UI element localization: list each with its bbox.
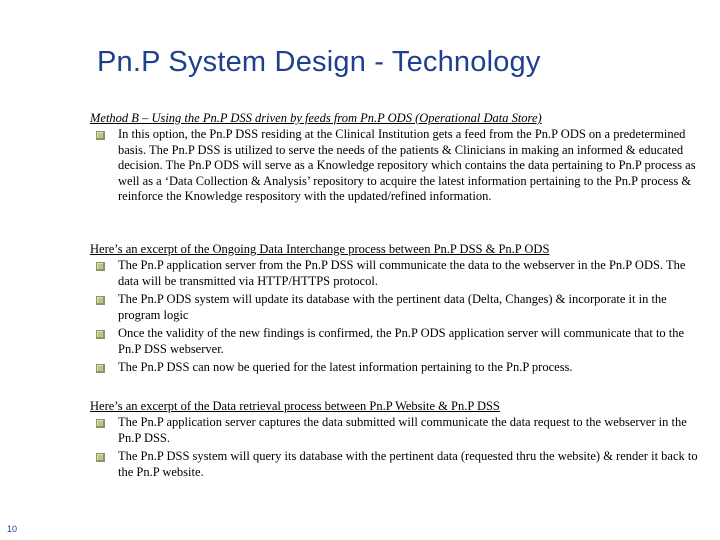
square-bullet-icon bbox=[96, 453, 105, 462]
square-bullet-icon bbox=[96, 131, 105, 140]
bullet-item bbox=[90, 360, 700, 376]
square-bullet-icon bbox=[96, 262, 105, 271]
method-b-section bbox=[90, 111, 700, 205]
interchange-section bbox=[90, 242, 700, 376]
square-bullet-icon bbox=[96, 364, 105, 373]
bullet-text: The Pn.P DSS system will query its database with the pertinent data (requested thru the website) & render it back to the Pn.P website. bbox=[118, 449, 698, 479]
page-number: 10 bbox=[7, 524, 18, 534]
interchange-heading: Here’s an excerpt of the Ongoing Data Interchange process between Pn.P DSS & Pn.P ODS bbox=[90, 242, 550, 256]
bullet-text: The Pn.P DSS can now be queried for the latest information pertaining to the Pn.P process. bbox=[118, 360, 573, 374]
square-bullet-icon bbox=[96, 296, 105, 305]
bullet-item bbox=[90, 292, 700, 323]
square-bullet-icon bbox=[96, 330, 105, 339]
bullet-text: The Pn.P ODS system will update its database with the pertinent data (Delta, Changes) & incorporate it in the program logic bbox=[118, 292, 667, 322]
square-bullet-icon bbox=[96, 419, 105, 428]
bullet-item bbox=[90, 449, 700, 480]
retrieval-heading: Here’s an excerpt of the Data retrieval process between Pn.P Website & Pn.P DSS bbox=[90, 399, 500, 413]
bullet-text: The Pn.P application server from the Pn.P DSS will communicate the data to the webserver in the Pn.P ODS. The data will be transmitted via HTTP/HTTPS protocol. bbox=[118, 258, 686, 288]
retrieval-section bbox=[90, 399, 700, 480]
bullet-item bbox=[90, 415, 700, 446]
bullet-item bbox=[90, 326, 700, 357]
slide-title: Pn.P System Design - Technology bbox=[97, 46, 541, 78]
bullet-item bbox=[90, 127, 700, 205]
method-b-heading: Method B – Using the Pn.P DSS driven by feeds from Pn.P ODS (Operational Data Store) bbox=[90, 111, 542, 125]
bullet-text: The Pn.P application server captures the data submitted will communicate the data request to the webserver in the Pn.P DSS. bbox=[118, 415, 687, 445]
bullet-text: In this option, the Pn.P DSS residing at the Clinical Institution gets a feed from the Pn.P ODS on a predetermined basis. The Pn.P DSS is utilized to serve the needs of the patients & Clinicians in making an informed & educated decision. The Pn.P ODS will serve as a Knowledge repository which contains the data pertaining to Pn.P process as well as a ‘Data Collection & Analysis’ repository to acquire the latest information pertaining to the Pn.P process & reinforce the Knowledge respository with the updated/refined information. bbox=[118, 127, 696, 203]
bullet-text: Once the validity of the new findings is confirmed, the Pn.P ODS application server will communicate that to the Pn.P DSS webserver. bbox=[118, 326, 685, 356]
bullet-item bbox=[90, 258, 700, 289]
